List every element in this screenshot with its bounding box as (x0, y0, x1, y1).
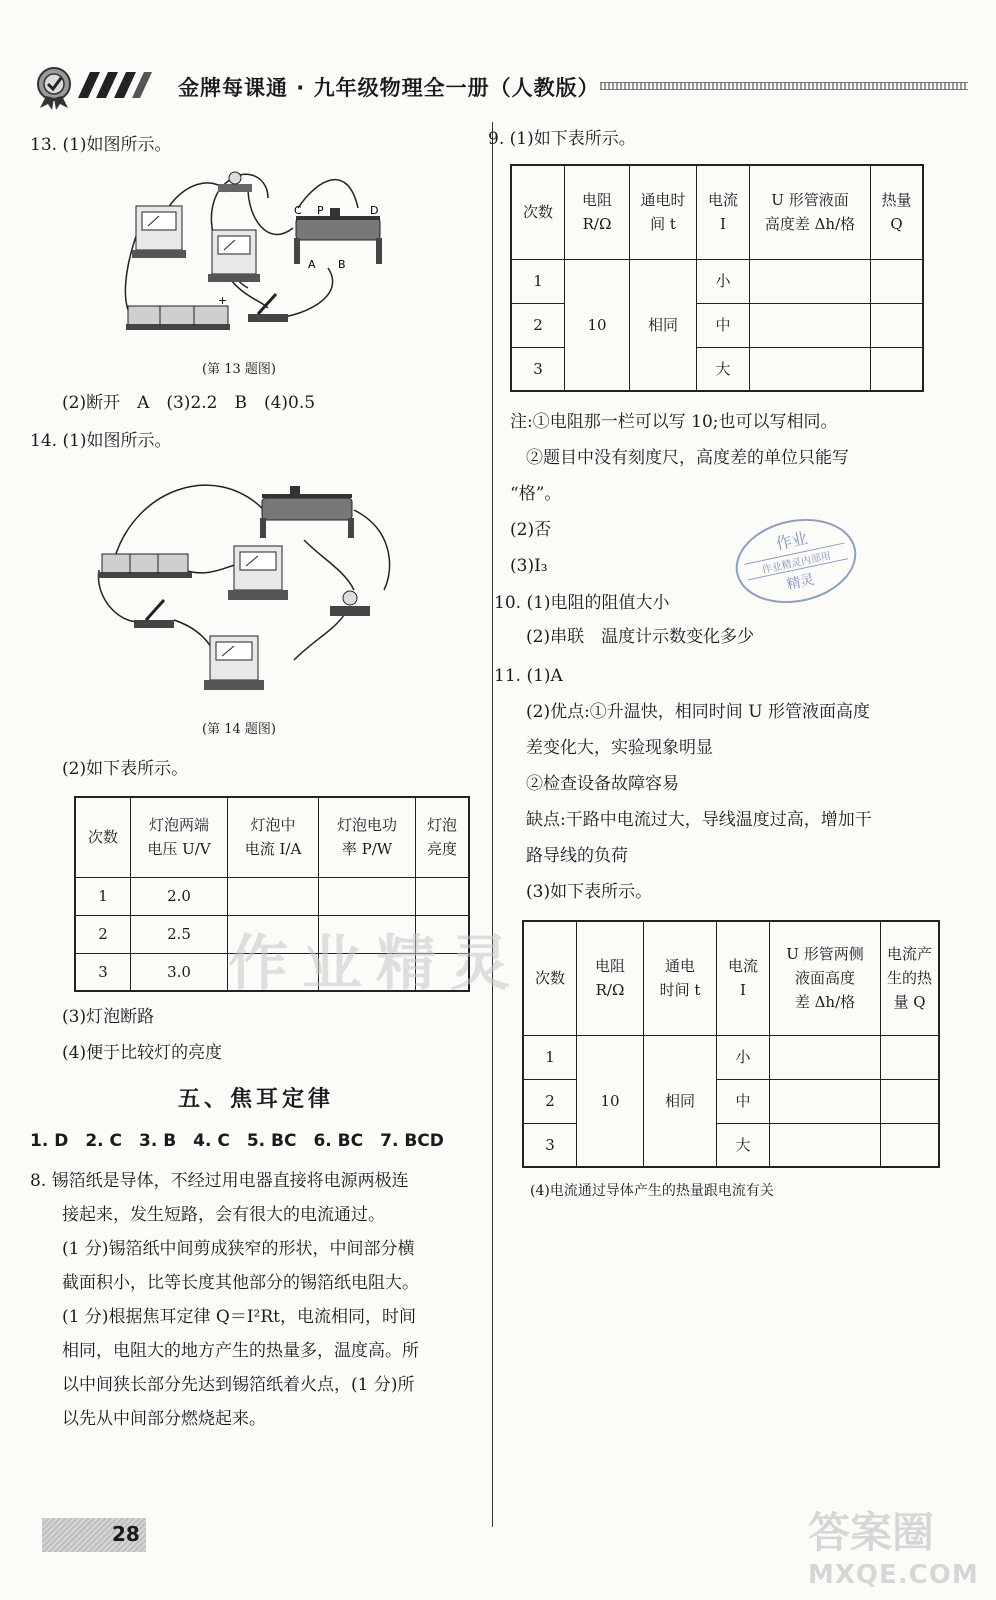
q10-line1: 10. (1)电阻的阻值大小 (494, 593, 670, 613)
q14-line1: 14. (1)如图所示。 (30, 431, 172, 451)
table-row: 2 中 (523, 1079, 939, 1123)
table-row: 3 大 (523, 1123, 939, 1167)
terminal-label-a: A (308, 258, 316, 271)
terminal-label-c: C (294, 204, 302, 217)
q8-line: 截面积小，比等长度其他部分的锡箔纸电阻大。 (62, 1273, 419, 1293)
q14-caption: (第 14 题图) (202, 722, 276, 737)
table-row: 2 中 (511, 303, 923, 347)
q13-circuit-figure (118, 168, 398, 348)
q11-block (494, 658, 872, 910)
q8-line: (1 分)根据焦耳定律 Q＝I²Rt，电流相同，时间 (62, 1307, 416, 1327)
logo-watermark (808, 1500, 978, 1590)
logo-url: MXQE.COM (808, 1560, 979, 1590)
header-bar (28, 62, 968, 110)
q11-line: 缺点:干路中电流过大，导线温度过高，增加干 (526, 810, 872, 830)
q13-line1: 13. (1)如图所示。 (30, 135, 172, 155)
note-line: 注:①电阻那一栏可以写 10;也可以写相同。 (510, 412, 838, 432)
table-row: 2 2.5 (75, 915, 469, 953)
table-row: 3 大 (511, 347, 923, 391)
q14-line4: (4)便于比较灯的亮度 (62, 1043, 223, 1063)
q11-line: ②检查设备故障容易 (526, 774, 679, 794)
note-line: “格”。 (510, 484, 562, 504)
q9-line1: 9. (1)如下表所示。 (488, 129, 636, 149)
note-line: (2)否 (510, 520, 552, 540)
q8-line: (1 分)锡箔纸中间剪成狭窄的形状，中间部分横 (62, 1239, 415, 1259)
note-line: ②题目中没有刻度尺，高度差的单位只能写 (526, 448, 849, 468)
page-number: 28 (112, 1522, 140, 1546)
terminal-label-b: B (338, 258, 346, 271)
q14-line2: (2)如下表所示。 (62, 759, 189, 779)
header-title: 金牌每课通 · 九年级物理全一册（人教版） (178, 76, 600, 100)
q14-table: 次数 灯泡两端 电压 U/V 灯泡中 电流 I/A 灯泡电功 率 P/W 灯泡 亮度 1 2.0 2 2.5 3 3.0 (74, 796, 470, 992)
table-row: 1 10 相同 小 (511, 259, 923, 303)
answers-line: 1. D 2. C 3. B 4. C 5. BC 6. BC 7. BCD (30, 1131, 444, 1151)
q8-line: 以先从中间部分燃烧起来。 (62, 1409, 266, 1429)
column-divider (492, 122, 493, 1527)
table-row: 3 3.0 (75, 953, 469, 991)
q11-line: 差变化大，实验现象明显 (526, 738, 713, 758)
table-row: 1 2.0 (75, 877, 469, 915)
q8-line: 接起来，发生短路，会有很大的电流通过。 (62, 1205, 385, 1225)
q11-line: 路导线的负荷 (526, 846, 628, 866)
q10-line2: (2)串联 温度计示数变化多少 (526, 627, 755, 647)
q8-line: 相同，电阻大的地方产生的热量多，温度高。所 (62, 1341, 419, 1361)
q11-line-end: (4)电流通过导体产生的热量跟电流有关 (530, 1183, 774, 1199)
q11-table: 次数 电阻 R/Ω 通电 时间 t 电流 I U 形管两侧 液面高度 差 Δh/格 电流产 生的热 量 Q 1 10 相同 小 2 中 3 大 (522, 920, 940, 1168)
q13-line2: (2)断开 A (3)2.2 B (4)0.5 (62, 393, 316, 413)
medal-icon (28, 62, 168, 110)
q14-circuit-figure (94, 470, 414, 700)
logo-text: 答案圈 (808, 1508, 935, 1557)
q11-line: 11. (1)A (494, 666, 563, 686)
watermark-main: 作业精灵 (228, 929, 524, 999)
terminal-label-d: D (370, 204, 379, 217)
homework-stamp: 作业 作业精灵内部用 精灵 (728, 508, 864, 614)
q14-line3: (3)灯泡断路 (62, 1007, 155, 1027)
q8-line: 8. 锡箔纸是导体，不经过用电器直接将电源两极连 (30, 1171, 409, 1191)
q13-caption: (第 13 题图) (202, 362, 276, 377)
q11-line: (2)优点:①升温快，相同时间 U 形管液面高度 (526, 702, 870, 722)
note-line: (3)I₃ (510, 556, 548, 576)
svg-text:+: + (218, 294, 228, 307)
q8-line: 以中间狭长部分先达到锡箔纸着火点，(1 分)所 (62, 1375, 415, 1395)
header-rule (600, 82, 968, 90)
table-row: 1 10 相同 小 (523, 1035, 939, 1079)
q8-block (30, 1164, 419, 1436)
section-title: 五、焦耳定律 (178, 1087, 335, 1112)
q9-table: 次数 电阻 R/Ω 通电时 间 t 电流 I U 形管液面 高度差 Δh/格 热量 Q 1 10 相同 小 2 中 3 大 (510, 164, 924, 392)
terminal-label-p: P (317, 204, 324, 217)
q11-line: (3)如下表所示。 (526, 882, 653, 902)
